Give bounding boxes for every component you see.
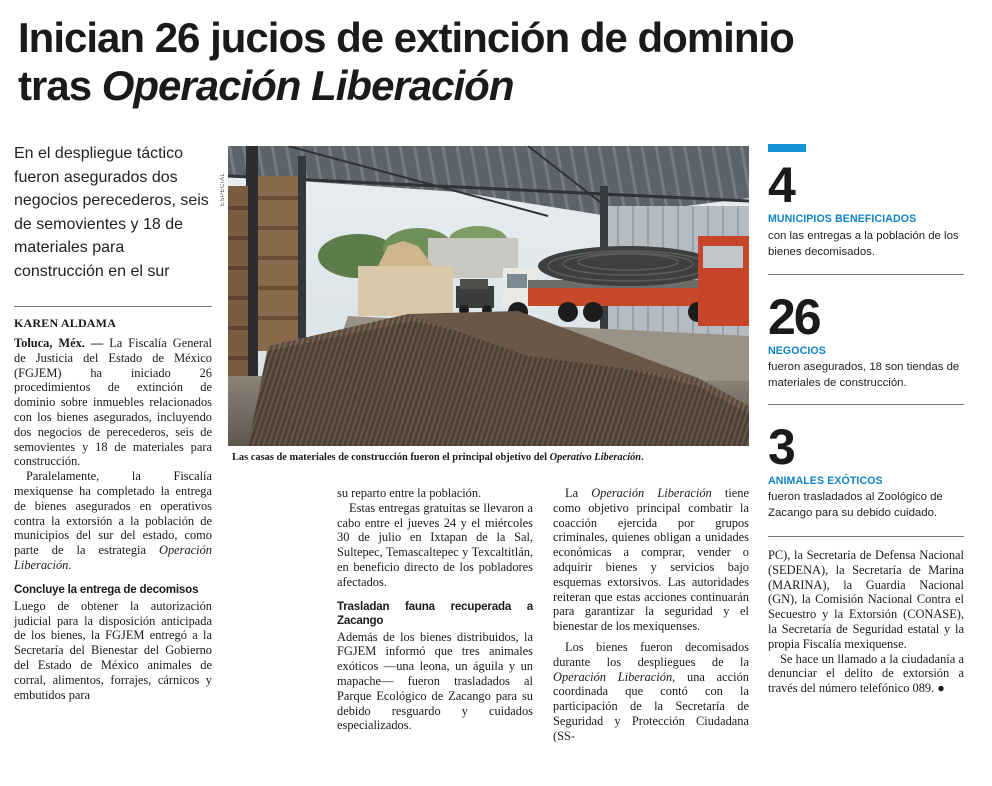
stat-number-animales: 3 xyxy=(768,419,794,475)
photo-credit: ESPECIAL xyxy=(220,172,226,206)
warehouse-photo xyxy=(228,146,749,446)
stat-divider-2 xyxy=(768,404,964,405)
photo-caption: Las casas de materiales de construcción fueron el principal objetivo del Operativo Liberación. xyxy=(232,452,644,463)
dateline: Toluca, Méx. — xyxy=(14,336,104,350)
stat-desc-animales: fueron trasladados al Zoológico de Zacango para su debido cuidado. xyxy=(768,491,943,519)
headline-line2-prefix: tras xyxy=(18,62,102,109)
subhead-fauna: Trasladan fauna recuperada a Zacango xyxy=(337,599,533,627)
body-column-1 xyxy=(14,336,212,702)
stat-label-negocios: NEGOCIOS xyxy=(768,345,826,357)
body-column-3 xyxy=(553,486,749,744)
body-column-4 xyxy=(768,548,964,696)
col3-paragraph-2: Los bienes fueron decomisados durante los despliegues de la Operación Liberación, una acción coordinada que contó con la participación de la Secretaría de Seguridad y Protección Ciudadana (SS- xyxy=(553,639,749,743)
accent-bar xyxy=(768,144,806,152)
stat-divider-3 xyxy=(768,536,964,537)
stat-label-animales: ANIMALES EXÓTICOS xyxy=(768,475,883,487)
col2-paragraph-1: su reparto entre la población. xyxy=(337,486,482,500)
body-column-2 xyxy=(337,486,533,733)
deck-summary: En el despliegue táctico fueron asegurados dos negocios perecederos, seis de semovientes y 18 de materiales para construcción en el sur xyxy=(14,145,209,280)
stat-desc-municipios: con las entregas a la población de los bienes decomisados. xyxy=(768,230,959,258)
headline-line2-italic: Operación Liberación xyxy=(101,62,514,109)
stat-label-municipios: MUNICIPIOS BENEFICIADOS xyxy=(768,213,917,225)
byline: KAREN ALDAMA xyxy=(14,316,117,330)
col2-paragraph-2: Estas entregas gratuitas se llevaron a cabo entre el jueves 24 y el miércoles 30 de julio en Ixtapan de la Sal, Sultepec, Temascaltepec y Texcaltitlán, en beneficio directo de los pobladores afectados. xyxy=(337,500,533,589)
stat-desc-negocios: fueron asegurados, 18 son tiendas de materiales de construcción. xyxy=(768,361,960,389)
end-mark-icon: ● xyxy=(937,681,945,696)
col1-paragraph-2: Paralelamente, la Fiscalía mexiquense ha completado la entrega de bienes asegurados en operativos contra la extorsión a la población de municipios del sur del estado, como parte de la estrategia Operación Liberación. xyxy=(14,469,212,572)
col1-paragraph-3: Luego de obtener la autorización judicial para la disposición anticipada de los bienes, la FGJEM entregó a la Secretaría del Bienestar del Gobierno del Estado de México animales de corral, alimentos, forrajes, cárnicos y embutidos para xyxy=(14,598,212,702)
warehouse-illustration xyxy=(228,146,749,446)
stat-number-municipios: 4 xyxy=(768,157,794,213)
col4-paragraph-1: PC), la Secretaría de Defensa Nacional (SEDENA), la Secretaría de Marina (MARINA), la Guardia Nacional (GN), la Comisión Nacional Contra el Secuestro y la Extorsión (CONASE), la Secretaría de Seguridad estatal y la propia Fiscalía mexiquense. xyxy=(768,548,964,651)
headline xyxy=(18,14,978,110)
col2-paragraph-3: Además de los bienes distribuidos, la FGJEM informó que tres animales exóticos —una leona, un águila y un mapache— fueron trasladados al Parque Ecológico de Zacango para su debido resguardo y cuidados especializados. xyxy=(337,629,533,733)
stat-divider-1 xyxy=(768,274,964,275)
headline-line1: Inician 26 jucios de extinción de dominio xyxy=(18,14,794,61)
col3-paragraph-1: La Operación Liberación tiene como objetivo principal combatir la coacción ejercida por grupos criminales, quienes obligan a unidades económicas a comprar, vender o adquirir bienes y servicios bajo esquemas extorsivos. Las autoridades reiteran que estas acciones continuarán para garantizar la seguridad y el bienestar de los mexiquenses. xyxy=(553,486,749,634)
deck-divider xyxy=(14,306,212,307)
col1-paragraph-1: Toluca, Méx. — La Fiscalía General de Justicia del Estado de México (FGJEM) ha iniciado 26 procedimientos de extinción de dominio sobre inmuebles relacionados con los bienes asegurados, incluyendo dos negocios de perecederos, seis de semovientes y 18 de materiales para construcción. xyxy=(14,336,212,469)
col4-paragraph-2: Se hace un llamado a la ciudadanía a denunciar el delito de extorsión a través del número telefónico 089. ● xyxy=(768,651,964,696)
subhead-decomisos: Concluye la entrega de decomisos xyxy=(14,582,199,596)
stat-number-negocios: 26 xyxy=(768,289,820,345)
